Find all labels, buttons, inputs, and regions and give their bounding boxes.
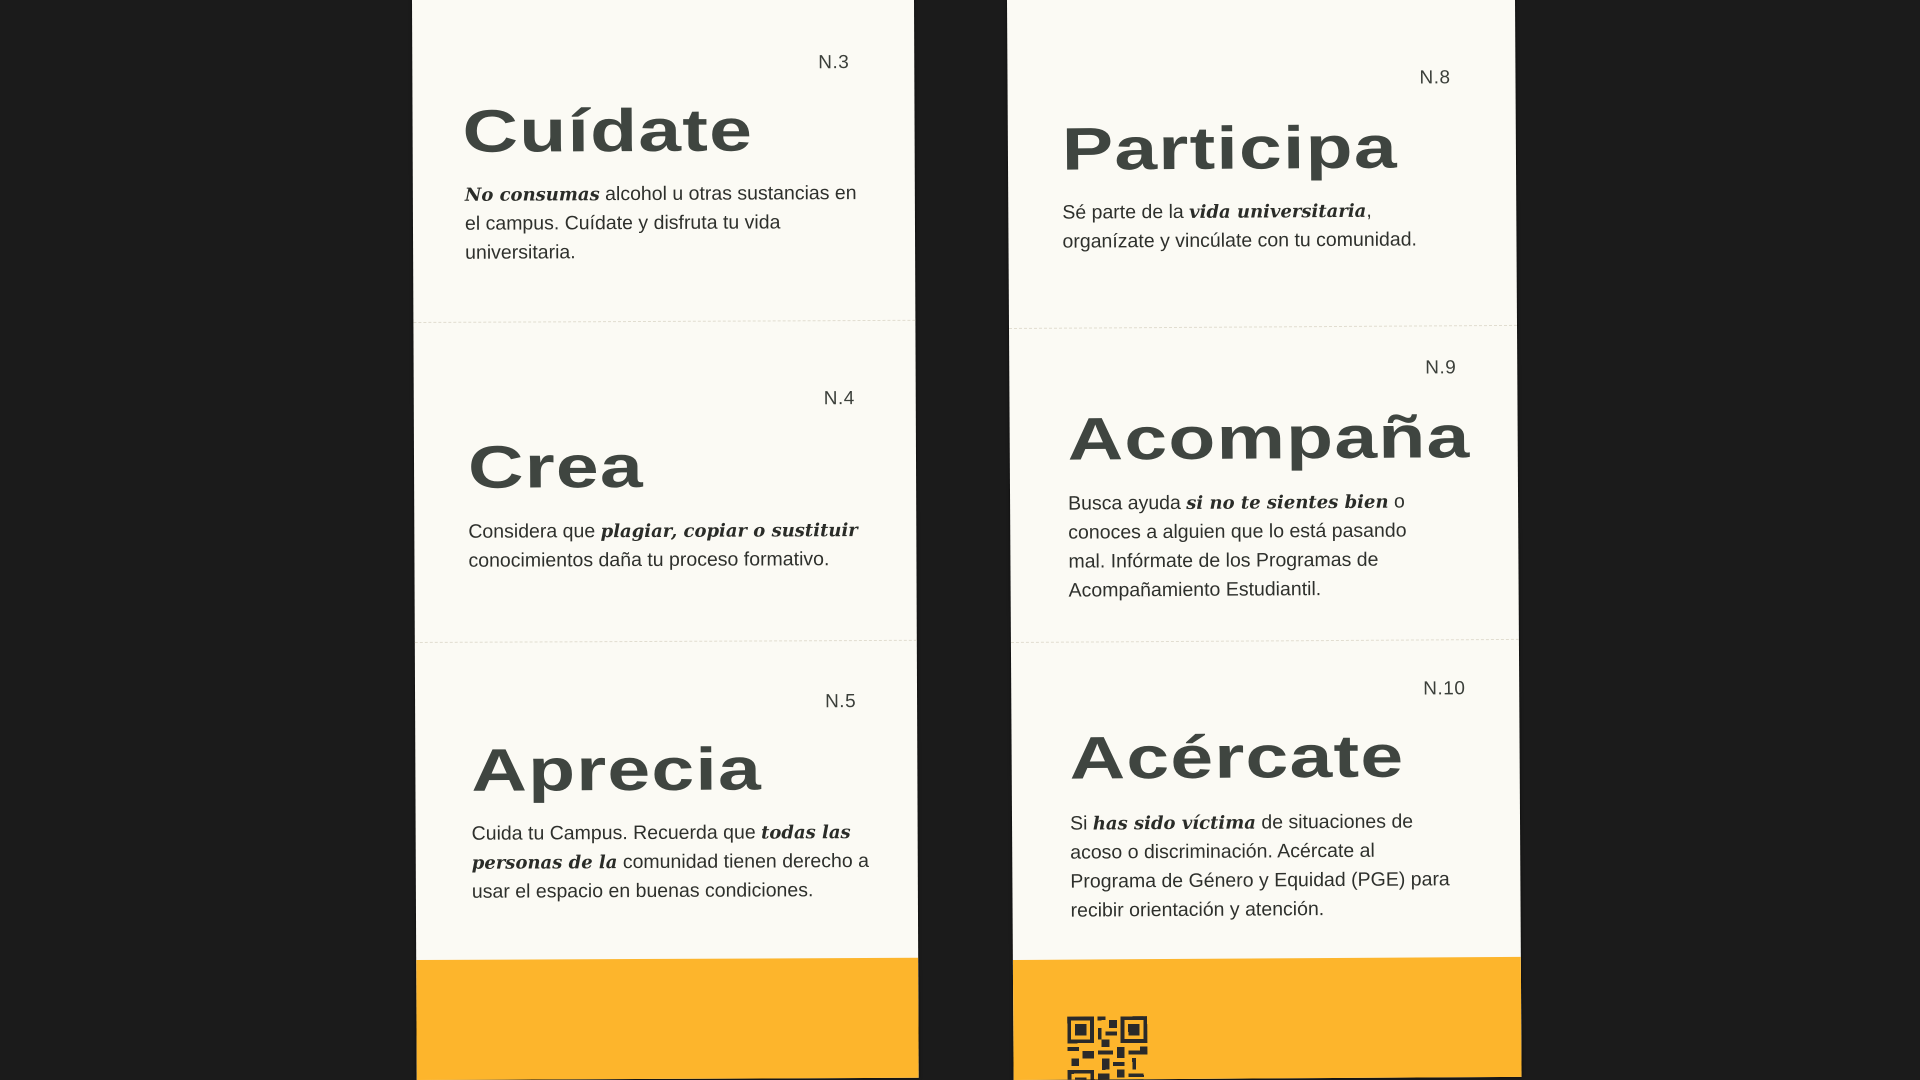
yellow-band xyxy=(1013,957,1522,1080)
body-text: , organízate y vincúlate con tu comunidad. xyxy=(1062,199,1418,253)
body-text: Cuida tu Campus. Recuerda que xyxy=(471,821,762,845)
body-text: de situaciones de acoso o discriminación. Acércate al Programa de Género y Equidad (PGE) para recibir orientación y atención. xyxy=(1070,810,1450,922)
right-strip xyxy=(1007,0,1522,1080)
body-text: Considera que xyxy=(468,520,601,543)
fold-line xyxy=(1009,325,1517,329)
card-title: Aprecia xyxy=(471,735,763,804)
body-text: comunidad tienen derecho a usar el espacio en buenas condiciones. xyxy=(471,850,869,903)
card-title: Cuídate xyxy=(462,96,754,165)
card-number: N.5 xyxy=(825,691,857,713)
emphasis-text: No consumas xyxy=(464,184,600,206)
card-body xyxy=(465,179,865,268)
card-body xyxy=(1068,487,1449,605)
emphasis-text: todas las personas de la xyxy=(471,822,851,874)
card-number: N.8 xyxy=(1419,67,1451,89)
card-title: Crea xyxy=(467,432,645,501)
card-body xyxy=(1062,196,1462,256)
body-text: Si xyxy=(1069,812,1093,835)
left-strip xyxy=(412,0,919,1080)
emphasis-text: vida universitaria xyxy=(1189,200,1367,223)
yellow-band xyxy=(416,958,919,1080)
qr-code-icon xyxy=(1067,1016,1147,1080)
card-title: Participa xyxy=(1061,113,1399,183)
emphasis-text: si no te sientes bien xyxy=(1186,491,1389,514)
card-title: Acompaña xyxy=(1067,403,1471,473)
fold-line xyxy=(413,320,915,323)
card-title: Acércate xyxy=(1069,722,1405,792)
card-body xyxy=(1070,807,1451,925)
body-text: alcohol u otras sustancias en el campus. Cuídate y disfruta tu vida universitaria. xyxy=(464,182,857,264)
emphasis-text: plagiar, copiar o sustituir xyxy=(600,520,858,543)
card-body xyxy=(472,818,872,907)
emphasis-text: has sido víctima xyxy=(1092,812,1256,835)
card-number: N.9 xyxy=(1425,357,1457,379)
body-text: Busca ayuda xyxy=(1068,491,1187,515)
fold-line xyxy=(1011,639,1519,643)
card-number: N.3 xyxy=(818,52,850,74)
body-text: Sé parte de la xyxy=(1062,200,1190,224)
body-text: o conoces a alguien que lo está pasando mal. Infórmate de los Programas de Acompañamiento Estudiantil. xyxy=(1068,490,1407,602)
card-number: N.4 xyxy=(823,388,855,410)
card-number: N.10 xyxy=(1423,678,1466,700)
card-body xyxy=(468,516,888,576)
body-text: conocimientos daña tu proceso formativo. xyxy=(468,548,830,572)
fold-line xyxy=(415,640,917,643)
